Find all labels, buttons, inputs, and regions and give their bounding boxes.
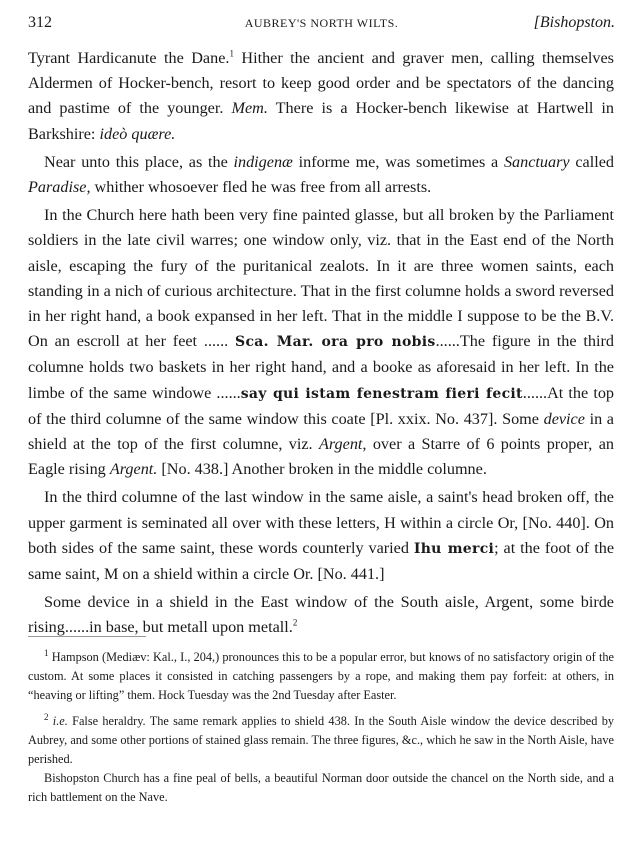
p3-device: device xyxy=(543,409,585,428)
footnote-1-text: Hampson (Mediæv: Kal., I., 204,) pronounces this to be a popular error, but knows of no satisfactory origin of the custom. At some places it consisted in catching passengers by a rope, and making them pay forfeit: at others, in “heaving or lifting” them. Hock Tuesday was the 2nd Tuesday after Easter. xyxy=(28,650,614,703)
footnote-rule xyxy=(28,636,146,637)
paragraph-1 xyxy=(28,46,614,147)
footnote-2-continued xyxy=(28,769,614,807)
p1-text-c: There is a Hocker-bench likewise at Hartwell in Barkshire: xyxy=(28,99,614,143)
p1-ideo: ideò quære. xyxy=(99,124,176,143)
p1-text-a: Tyrant Hardicanute the Dane. xyxy=(28,49,230,67)
p2-text-b: informe me, was sometimes a xyxy=(292,152,504,171)
footnote-2-ie: i.e. xyxy=(48,713,68,728)
p2-indigenae: indigenæ xyxy=(233,152,293,171)
p2-text-a: Near unto this place, as the xyxy=(44,152,234,171)
p2-text-c: called xyxy=(569,152,614,171)
p3-text-a: In the Church here hath been very fine painted glasse, but all broken by the Parliament soldiers in the late civil warres; one window only, viz. that in the East end of the North aisle, escaping the fury of the puritanical zealots. In it are three women saints, each standing in a nich of curious architecture. That in the first columne holds a sword reversed in her right hand, a book expansed in her left. That in the middle I suppose to be the B.V. On an escroll at her feet ...... xyxy=(28,206,614,351)
p3-text-e: over a Starre of 6 points proper, an Eagle rising xyxy=(28,435,614,479)
p3-text-b: ......The figure in the third columne holds two baskets in her right hand, and a booke as aforesaid in her left. In the limbe of the same windowe ...... xyxy=(28,332,614,402)
page-number: 312 xyxy=(28,14,52,31)
p4-text-b: ; at the foot of the same saint, M on a shield within a circle Or. [No. 441.] xyxy=(28,538,615,584)
footnote-2-text: False heraldry. The same remark applies to shield 438. In the South Aisle window the device described by Aubrey, and some other portions of stained glass remain. The three figures, &c., which he saw in the North Aisle, have perished. xyxy=(28,713,614,767)
footnote-2-mark: 2 xyxy=(44,711,49,722)
p2-text-d: whither whosoever fled he was free from all arrests. xyxy=(90,178,432,197)
p3-argent-2: Argent. xyxy=(109,460,158,479)
main-text xyxy=(28,46,614,644)
running-title: AUBREY'S NORTH WILTS. xyxy=(244,16,399,30)
p1-mem: Mem. xyxy=(231,99,268,118)
footnote-ref-2: 2 xyxy=(292,618,298,629)
p3-text-d: in a shield at the top of the first columne, viz. xyxy=(28,409,614,454)
paragraph-4 xyxy=(28,485,614,587)
p3-text-f: [No. 438.] Another broken in the middle columne. xyxy=(157,460,487,479)
section-title: [Bishopston. xyxy=(533,14,615,31)
page-header xyxy=(28,14,615,38)
p1-text-b: Hither the ancient and graver men, calling themselves Aldermen of Hocker-bench, resort to keep good order and be spectators of the dancing and pastime of the younger. xyxy=(28,49,614,118)
p4-text-a: In the third columne of the last window in the same aisle, a saint's head broken off, the upper garment is seminated all over with these letters, H within a circle Or, [No. 440]. On both sides of the same saint, these words counterly varied xyxy=(28,488,614,557)
paragraph-3 xyxy=(28,203,614,482)
p3-text-c: ......At the top of the third columne of the same window this coate [Pl. xxix. No. 437]. Some xyxy=(28,383,615,428)
p2-paradise: Paradise, xyxy=(28,178,91,197)
footnote-ref-1: 1 xyxy=(229,48,234,59)
footnote-2 xyxy=(28,712,614,770)
p3-gothic-inscription-1: Sca. Mar. ora pro nobis xyxy=(235,334,436,351)
p4-gothic-inscription: Ihu merci xyxy=(413,540,495,557)
footnote-1-mark: 1 xyxy=(44,647,49,658)
footnotes xyxy=(28,648,614,814)
paragraph-2 xyxy=(28,150,614,200)
p3-gothic-inscription-2: say qui istam fenestram fieri fecit xyxy=(240,385,523,402)
paragraph-5 xyxy=(28,590,614,640)
p5-text: Some device in a shield in the East window of the South aisle, Argent, some birde rising......in base, but metall upon metall. xyxy=(28,593,614,637)
footnote-3-text: Bishopston Church has a fine peal of bells, a beautiful Norman door outside the chancel on the North side, and a rich battlement on the Nave. xyxy=(28,771,614,805)
footnote-1 xyxy=(28,648,614,706)
p3-argent-1: Argent, xyxy=(318,435,367,454)
p2-sanctuary: Sanctuary xyxy=(503,152,570,171)
